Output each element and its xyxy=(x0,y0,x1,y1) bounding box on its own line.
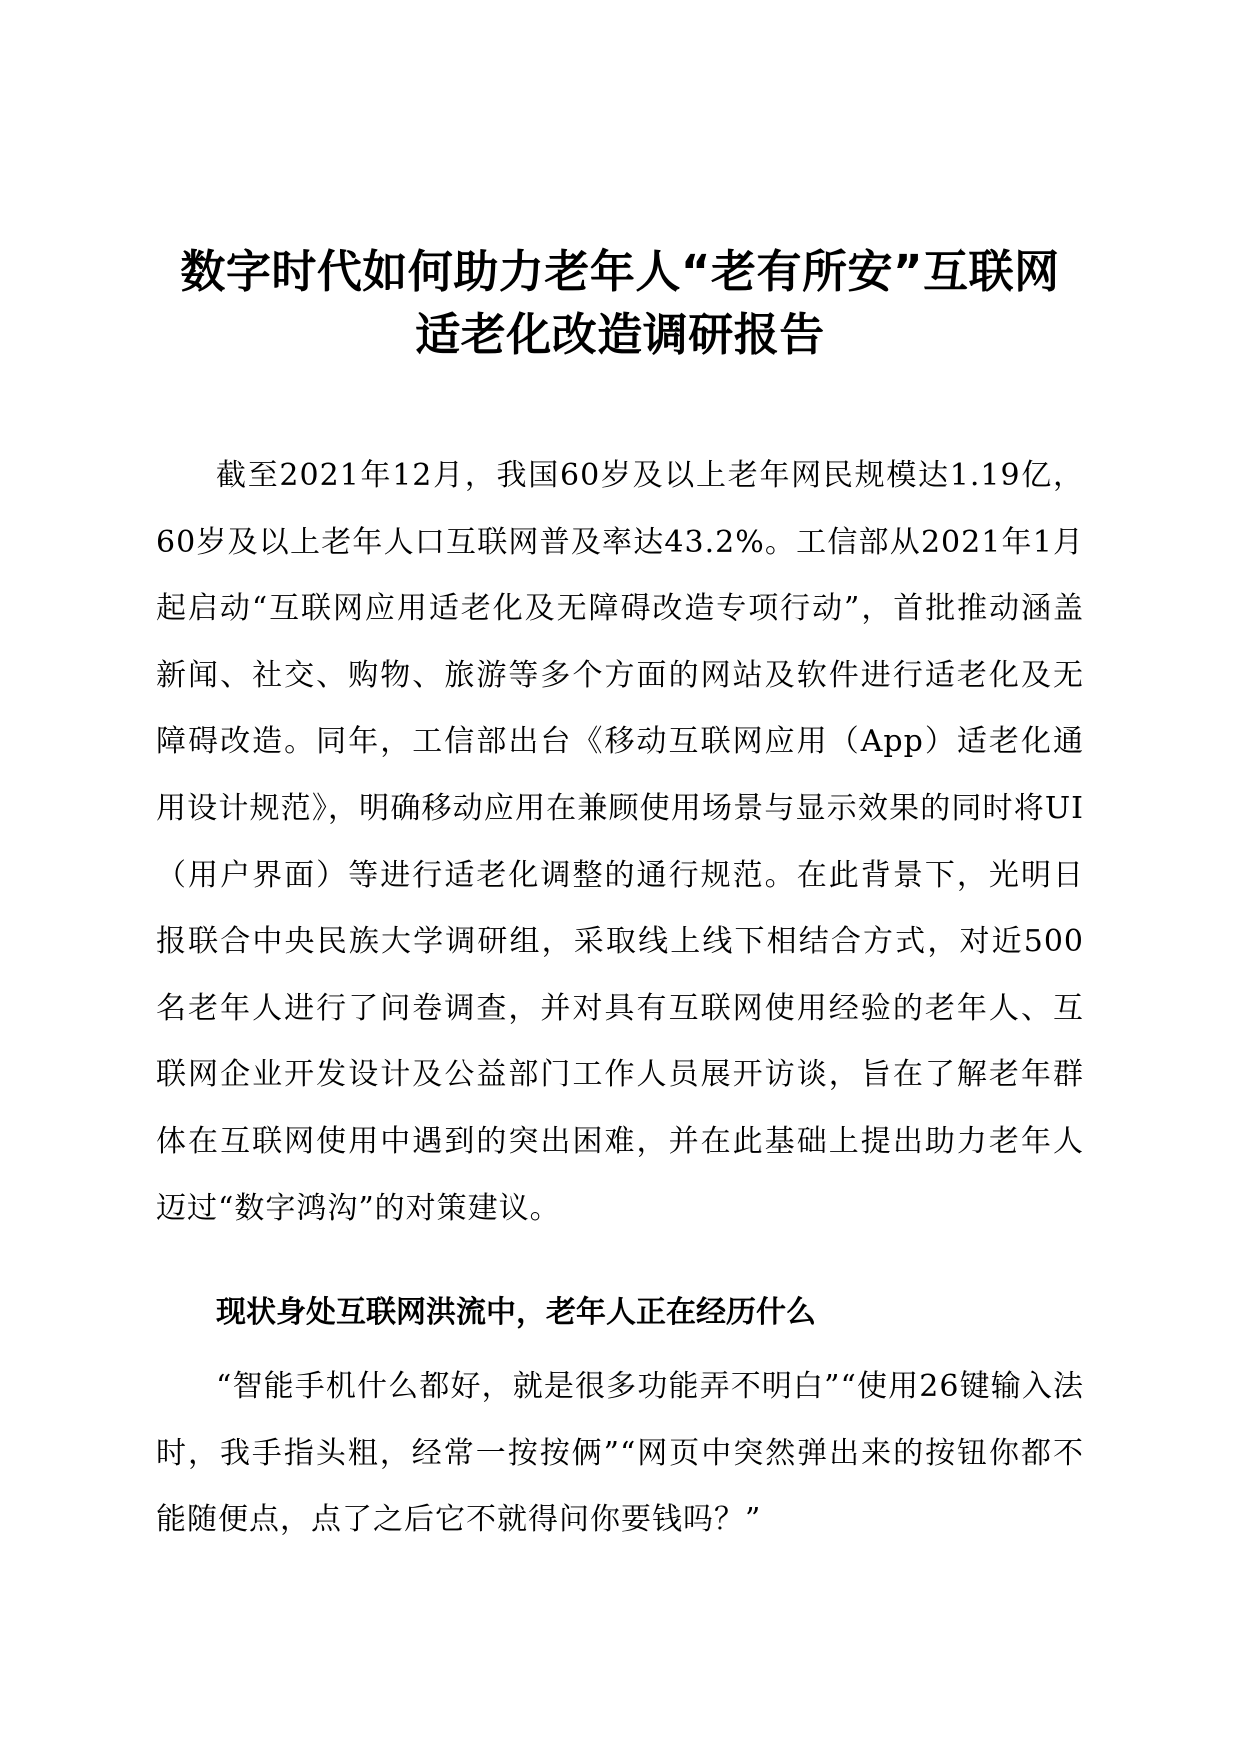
title-line-2: 适老化改造调研报告 xyxy=(415,308,825,361)
body-paragraph-2: “智能手机什么都好，就是很多功能弄不明白”“使用26键输入法时，我手指头粗，经常一按按俩”“网页中突然弹出来的按钮你都不能随便点，点了之后它不就得问你要钱吗？” xyxy=(156,1369,1084,1538)
document-title xyxy=(156,240,1084,366)
section-heading: 现状身处互联网洪流中，老年人正在经历什么 xyxy=(216,1295,816,1330)
title-line-1: 数字时代如何助力老年人“老有所安”互联网 xyxy=(180,245,1060,298)
document-page xyxy=(156,0,1084,1754)
body-paragraph-1: 截至2021年12月，我国60岁及以上老年网民规模达1.19亿，60岁及以上老年人口互联网普及率达43.2%。工信部从2021年1月起启动“互联网应用适老化及无障碍改造专项行动”，首批推动涵盖新闻、社交、购物、旅游等多个方面的网站及软件进行适老化及无障碍改造。同年，工信部出台《移动互联网应用（App）适老化通用设计规范》，明确移动应用在兼顾使用场景与显示效果的同时将UI（用户界面）等进行适老化调整的通行规范。在此背景下，光明日报联合中央民族大学调研组，采取线上线下相结合方式，对近500名老年人进行了问卷调查，并对具有互联网使用经验的老年人、互联网企业开发设计及公益部门工作人员展开访谈，旨在了解老年群体在互联网使用中遇到的突出困难，并在此基础上提出助力老年人迈过“数字鸿沟”的对策建议。 xyxy=(156,458,1084,1226)
